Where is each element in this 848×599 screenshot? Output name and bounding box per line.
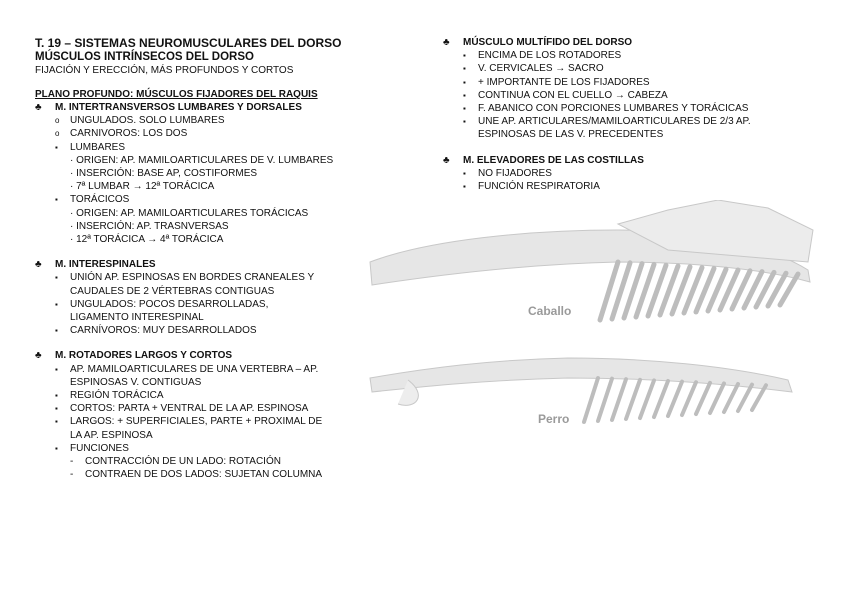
list-item-continuation: ESPINOSAS V. CONTIGUAS	[70, 376, 202, 388]
left-column	[35, 36, 405, 481]
list-item: o UNGULADOS. SOLO LUMBARES	[35, 114, 405, 127]
square-bullet-icon	[35, 324, 70, 337]
list-subitem: · 7ª LUMBAR → 12ª TORÁCICA	[70, 181, 215, 193]
rib-shape	[626, 380, 640, 419]
rib-shape	[752, 385, 766, 410]
rib-shape	[738, 385, 752, 411]
list-item: ▪ REGIÓN TORÁCICA	[35, 389, 405, 402]
rib-shape	[668, 382, 682, 416]
club-icon: ♣	[35, 102, 42, 113]
list-item: ▪ TORÁCICOS	[35, 193, 405, 206]
elevadores-list	[443, 167, 823, 193]
square-bullet-icon	[443, 102, 478, 115]
section-title: MÚSCULO MULTÍFIDO DEL DORSO	[463, 37, 633, 48]
list-subitem: · INSERCIÓN: AP. TRASNVERSAS	[70, 220, 229, 232]
spine-figure	[368, 200, 828, 450]
list-item: ▪ UNGULADOS: POCOS DESARROLLADAS,	[35, 298, 405, 311]
caption-caballo: Caballo	[528, 304, 572, 318]
intertransversos-list	[35, 114, 405, 246]
rib-shape	[584, 378, 598, 422]
list-item: ▪ FUNCIÓN RESPIRATORIA	[443, 180, 823, 193]
list-item: ▪ ENCIMA DE LOS ROTADORES	[443, 49, 823, 62]
list-item: ▪ CARNÍVOROS: MUY DESARROLLADOS	[35, 324, 405, 337]
list-item-continuation: LIGAMENTO INTERESPINAL	[70, 312, 204, 324]
section-title: M. ELEVADORES DE LAS COSTILLAS	[463, 154, 644, 166]
circle-bullet-icon	[35, 114, 70, 127]
rotadores-heading	[35, 349, 405, 362]
square-bullet-icon	[443, 89, 478, 102]
circle-bullet-icon	[35, 127, 70, 140]
list-subitem: - CONTRACCIÓN DE UN LADO: ROTACIÓN	[35, 455, 405, 468]
square-bullet-icon	[35, 402, 70, 415]
square-bullet-icon	[443, 115, 478, 128]
interespinales-list	[35, 271, 405, 337]
square-bullet-icon	[443, 49, 478, 62]
section-title: M. INTERESPINALES	[55, 259, 156, 271]
rib-shape	[696, 383, 710, 414]
list-item: ▪ V. CERVICALES → SACRO	[443, 62, 823, 75]
rib-shape	[640, 380, 654, 418]
section-title: M. ROTADORES LARGOS Y CORTOS	[55, 350, 233, 362]
list-item-continuation: ESPINOSAS DE LAS V. PRECEDENTES	[478, 129, 664, 141]
rib-shape	[682, 382, 696, 415]
document-subtitle: MÚSCULOS INTRÍNSECOS DEL DORSO	[35, 51, 254, 63]
rib-shape	[724, 384, 738, 412]
list-item: ▪ AP. MAMILOARTICULARES DE UNA VERTEBRA – AP.	[35, 363, 405, 376]
list-item: ▪ F. ABANICO CON PORCIONES LUMBARES Y TORÁCICAS	[443, 102, 823, 115]
square-bullet-icon	[443, 62, 478, 75]
rib-shape	[654, 381, 668, 417]
club-icon: ♣	[35, 259, 42, 271]
club-icon: ♣	[443, 154, 450, 166]
list-item: ▪ + IMPORTANTE DE LOS FIJADORES	[443, 76, 823, 89]
rib-shape	[612, 379, 626, 420]
square-bullet-icon	[443, 76, 478, 89]
rib-shape	[710, 383, 724, 413]
document-subsubtitle: FIJACIÓN Y ERECCIÓN, MÁS PROFUNDOS Y CORTOS	[35, 65, 294, 76]
square-bullet-icon	[35, 271, 70, 284]
dog-spine-drawing	[370, 358, 792, 422]
club-icon: ♣	[443, 37, 450, 48]
list-subitem: · INSERCIÓN: BASE AP, COSTIFORMES	[70, 168, 258, 180]
square-bullet-icon	[35, 141, 70, 154]
list-item: ▪ UNE AP. ARTICULARES/MAMILOARTICULARES DE 2/3 AP.	[443, 115, 823, 128]
square-bullet-icon	[35, 415, 70, 428]
list-subitem: · ORIGEN: AP. MAMILOARTICULARES DE V. LUMBARES	[70, 154, 334, 166]
square-bullet-icon	[443, 180, 478, 193]
square-bullet-icon	[35, 389, 70, 402]
section-title: M. INTERTRANSVERSOS LUMBARES Y DORSALES	[55, 102, 302, 113]
list-item-continuation: CAUDALES DE 2 VÉRTEBRAS CONTIGUAS	[70, 285, 275, 297]
elevadores-heading	[443, 154, 823, 167]
club-icon: ♣	[35, 350, 42, 362]
list-item: ▪ LARGOS: + SUPERFICIALES, PARTE + PROXIMAL DE	[35, 415, 405, 428]
rib-shape	[598, 379, 612, 421]
rotadores-list	[35, 363, 405, 455]
dash-bullet-icon	[35, 455, 85, 468]
list-item: ▪ UNIÓN AP. ESPINOSAS EN BORDES CRANEALES Y	[35, 271, 405, 284]
list-item: ▪ NO FIJADORES	[443, 167, 823, 180]
list-subitem: · ORIGEN: AP. MAMILOARTICULARES TORÁCICAS	[70, 207, 309, 219]
multifido-heading	[443, 36, 823, 49]
list-item: ▪ FUNCIONES	[35, 442, 405, 455]
list-item: ▪ LUMBARES	[35, 141, 405, 154]
document-title: T. 19 – SISTEMAS NEUROMUSCULARES DEL DORSO	[35, 36, 342, 50]
caption-perro: Perro	[538, 412, 570, 426]
plano-heading: PLANO PROFUNDO: MÚSCULOS FIJADORES DEL RAQUIS	[35, 89, 318, 100]
intertransversos-heading	[35, 101, 405, 114]
square-bullet-icon	[443, 167, 478, 180]
multifido-list	[443, 49, 823, 141]
funciones-list	[35, 455, 405, 481]
list-item: o CARNIVOROS: LOS DOS	[35, 127, 405, 140]
spine-illustration	[368, 200, 828, 450]
square-bullet-icon	[35, 193, 70, 206]
dash-bullet-icon	[35, 468, 85, 481]
horse-spine-drawing	[370, 200, 813, 320]
list-subitem: · 12ª TORÁCICA → 4ª TORÁCICA	[70, 234, 224, 246]
list-item: ▪ CONTINUA CON EL CUELLO → CABEZA	[443, 89, 823, 102]
square-bullet-icon	[35, 363, 70, 376]
interespinales-heading	[35, 258, 405, 271]
list-item-continuation: LA AP. ESPINOSA	[70, 429, 153, 441]
square-bullet-icon	[35, 442, 70, 455]
list-subitem: - CONTRAEN DE DOS LADOS: SUJETAN COLUMNA	[35, 468, 405, 481]
list-item: ▪ CORTOS: PARTA + VENTRAL DE LA AP. ESPINOSA	[35, 402, 405, 415]
square-bullet-icon	[35, 298, 70, 311]
right-column	[443, 36, 823, 193]
